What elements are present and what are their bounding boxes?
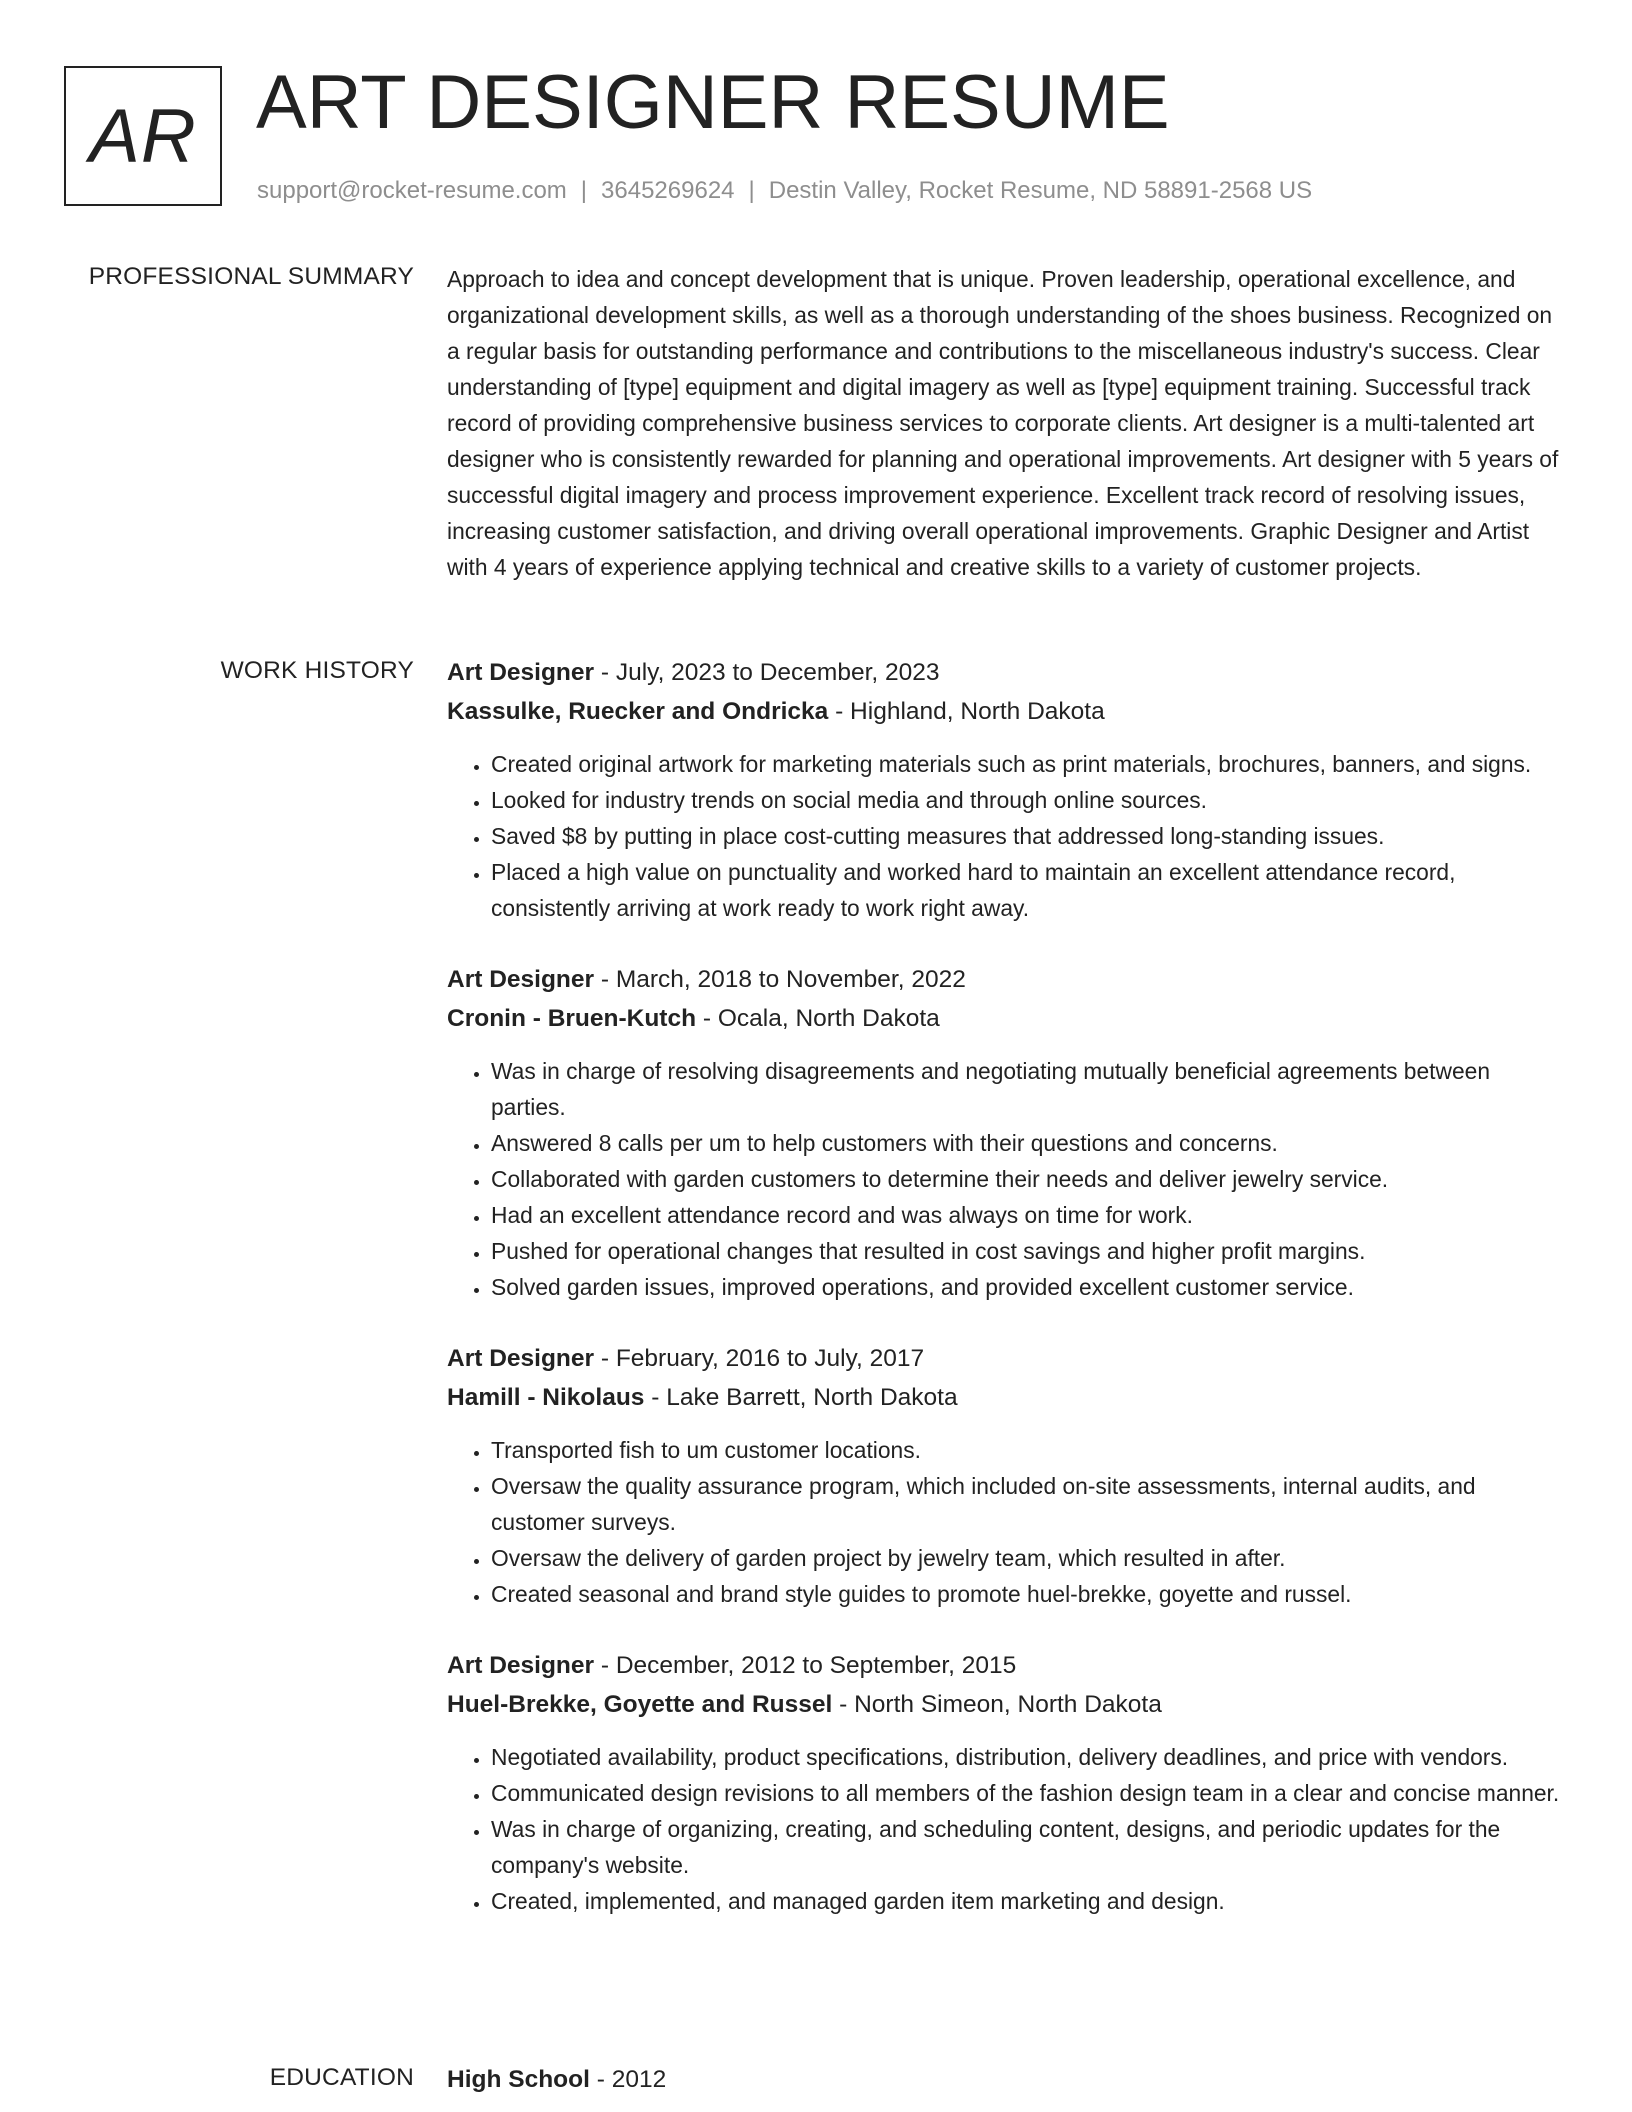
job-location: - Ocala, North Dakota <box>696 1005 940 1032</box>
resume-title: ART DESIGNER RESUME <box>256 60 1170 145</box>
job-title: Art Designer <box>447 659 595 686</box>
contact-address: Destin Valley, Rocket Resume, ND 58891-2568 US <box>768 177 1313 204</box>
job-company: Cronin - Bruen-Kutch <box>447 1005 697 1032</box>
job-bullet: • Oversaw the delivery of garden project by jewelry team, which resulted in after. <box>491 1540 1567 1576</box>
education-body <box>447 2060 1567 2099</box>
job-bullets <box>447 1432 1567 1612</box>
summary-text: Approach to idea and concept development that is unique. Proven leadership, operational excellence, and organizational development skills, as well as a thorough understanding of the shoes business. Recognized on a regular basis for outstanding performance and contributions to the miscellaneous industry's success. Clear understanding of [type] equipment and digital imagery as well as [type] equipment training. Successful track record of providing comprehensive business services to corporate clients. Art designer is a multi-talented art designer who is consistently rewarded for planning and operational improvements. Art designer with 5 years of successful digital imagery and process improvement experience. Excellent track record of resolving issues, increasing customer satisfaction, and driving overall operational improvements. Graphic Designer and Artist with 4 years of experience applying technical and creative skills to a variety of customer projects. <box>447 266 1559 580</box>
job-bullet: • Placed a high value on punctuality and worked hard to maintain an excellent attendance record, consistently arriving at work ready to work right away. <box>491 854 1567 926</box>
job-bullets <box>447 1053 1567 1305</box>
job-bullet: • Had an excellent attendance record and was always on time for work. <box>491 1197 1567 1233</box>
education-year: - 2012 <box>589 2066 667 2093</box>
job-bullet: • Saved $8 by putting in place cost-cutting measures that addressed long-standing issues. <box>491 818 1567 854</box>
job-entry <box>447 1339 1567 1612</box>
work-history-heading: WORK HISTORY <box>220 657 414 684</box>
job-location: - Highland, North Dakota <box>828 698 1105 725</box>
job-company-line <box>447 1685 1567 1724</box>
job-entry <box>447 653 1567 926</box>
job-company-line <box>447 1378 1567 1417</box>
education-degree: High School <box>447 2066 590 2093</box>
monogram-box <box>64 66 222 206</box>
job-bullet: • Communicated design revisions to all members of the fashion design team in a clear and concise manner. <box>491 1775 1567 1811</box>
job-title-line <box>447 960 1567 999</box>
job-title: Art Designer <box>447 1652 595 1679</box>
job-dates: - March, 2018 to November, 2022 <box>594 966 966 993</box>
education-heading: EDUCATION <box>269 2064 414 2091</box>
job-bullets <box>447 1739 1567 1919</box>
job-location: - Lake Barrett, North Dakota <box>644 1384 958 1411</box>
job-title: Art Designer <box>447 1345 595 1372</box>
job-bullet: • Collaborated with garden customers to determine their needs and deliver jewelry service. <box>491 1161 1567 1197</box>
job-bullet: • Solved garden issues, improved operations, and provided excellent customer service. <box>491 1269 1567 1305</box>
job-dates: - February, 2016 to July, 2017 <box>594 1345 925 1372</box>
summary-heading: PROFESSIONAL SUMMARY <box>88 263 414 290</box>
job-title: Art Designer <box>447 966 595 993</box>
job-title-line <box>447 653 1567 692</box>
job-bullet: • Answered 8 calls per um to help customers with their questions and concerns. <box>491 1125 1567 1161</box>
job-company: Hamill - Nikolaus <box>447 1384 645 1411</box>
job-bullet: • Oversaw the quality assurance program, which included on-site assessments, internal audits, and customer surveys. <box>491 1468 1567 1540</box>
job-company: Kassulke, Ruecker and Ondricka <box>447 698 829 725</box>
job-bullet: • Created seasonal and brand style guides to promote huel-brekke, goyette and russel. <box>491 1576 1567 1612</box>
job-bullet: • Created, implemented, and managed garden item marketing and design. <box>491 1883 1567 1919</box>
job-bullet: • Created original artwork for marketing materials such as print materials, brochures, banners, and signs. <box>491 746 1567 782</box>
job-bullet: • Transported fish to um customer locations. <box>491 1432 1567 1468</box>
job-bullets <box>447 746 1567 926</box>
job-bullet: • Negotiated availability, product specifications, distribution, delivery deadlines, and price with vendors. <box>491 1739 1567 1775</box>
job-entry <box>447 1646 1567 1919</box>
job-entry <box>447 960 1567 1305</box>
job-location: - North Simeon, North Dakota <box>832 1691 1162 1718</box>
job-bullet: • Looked for industry trends on social media and through online sources. <box>491 782 1567 818</box>
job-company-line <box>447 692 1567 731</box>
work-history-body <box>447 653 1567 1953</box>
job-company-line <box>447 999 1567 1038</box>
job-title-line <box>447 1646 1567 1685</box>
monogram-initials: AR <box>89 93 197 179</box>
job-company: Huel-Brekke, Goyette and Russel <box>447 1691 833 1718</box>
contact-line <box>257 174 1312 208</box>
job-bullet: • Was in charge of organizing, creating, and scheduling content, designs, and periodic updates for the company's website. <box>491 1811 1567 1883</box>
job-bullet: • Pushed for operational changes that resulted in cost savings and higher profit margins. <box>491 1233 1567 1269</box>
job-title-line <box>447 1339 1567 1378</box>
contact-email[interactable]: support@rocket-resume.com <box>257 177 567 204</box>
summary-body <box>447 261 1567 585</box>
job-bullet: • Was in charge of resolving disagreements and negotiating mutually beneficial agreements between parties. <box>491 1053 1567 1125</box>
contact-separator: | <box>580 177 588 204</box>
contact-phone[interactable]: 3645269624 <box>601 177 735 204</box>
education-entry <box>447 2060 1567 2099</box>
job-dates: - December, 2012 to September, 2015 <box>594 1652 1017 1679</box>
job-dates: - July, 2023 to December, 2023 <box>594 659 940 686</box>
contact-separator: | <box>748 177 755 204</box>
